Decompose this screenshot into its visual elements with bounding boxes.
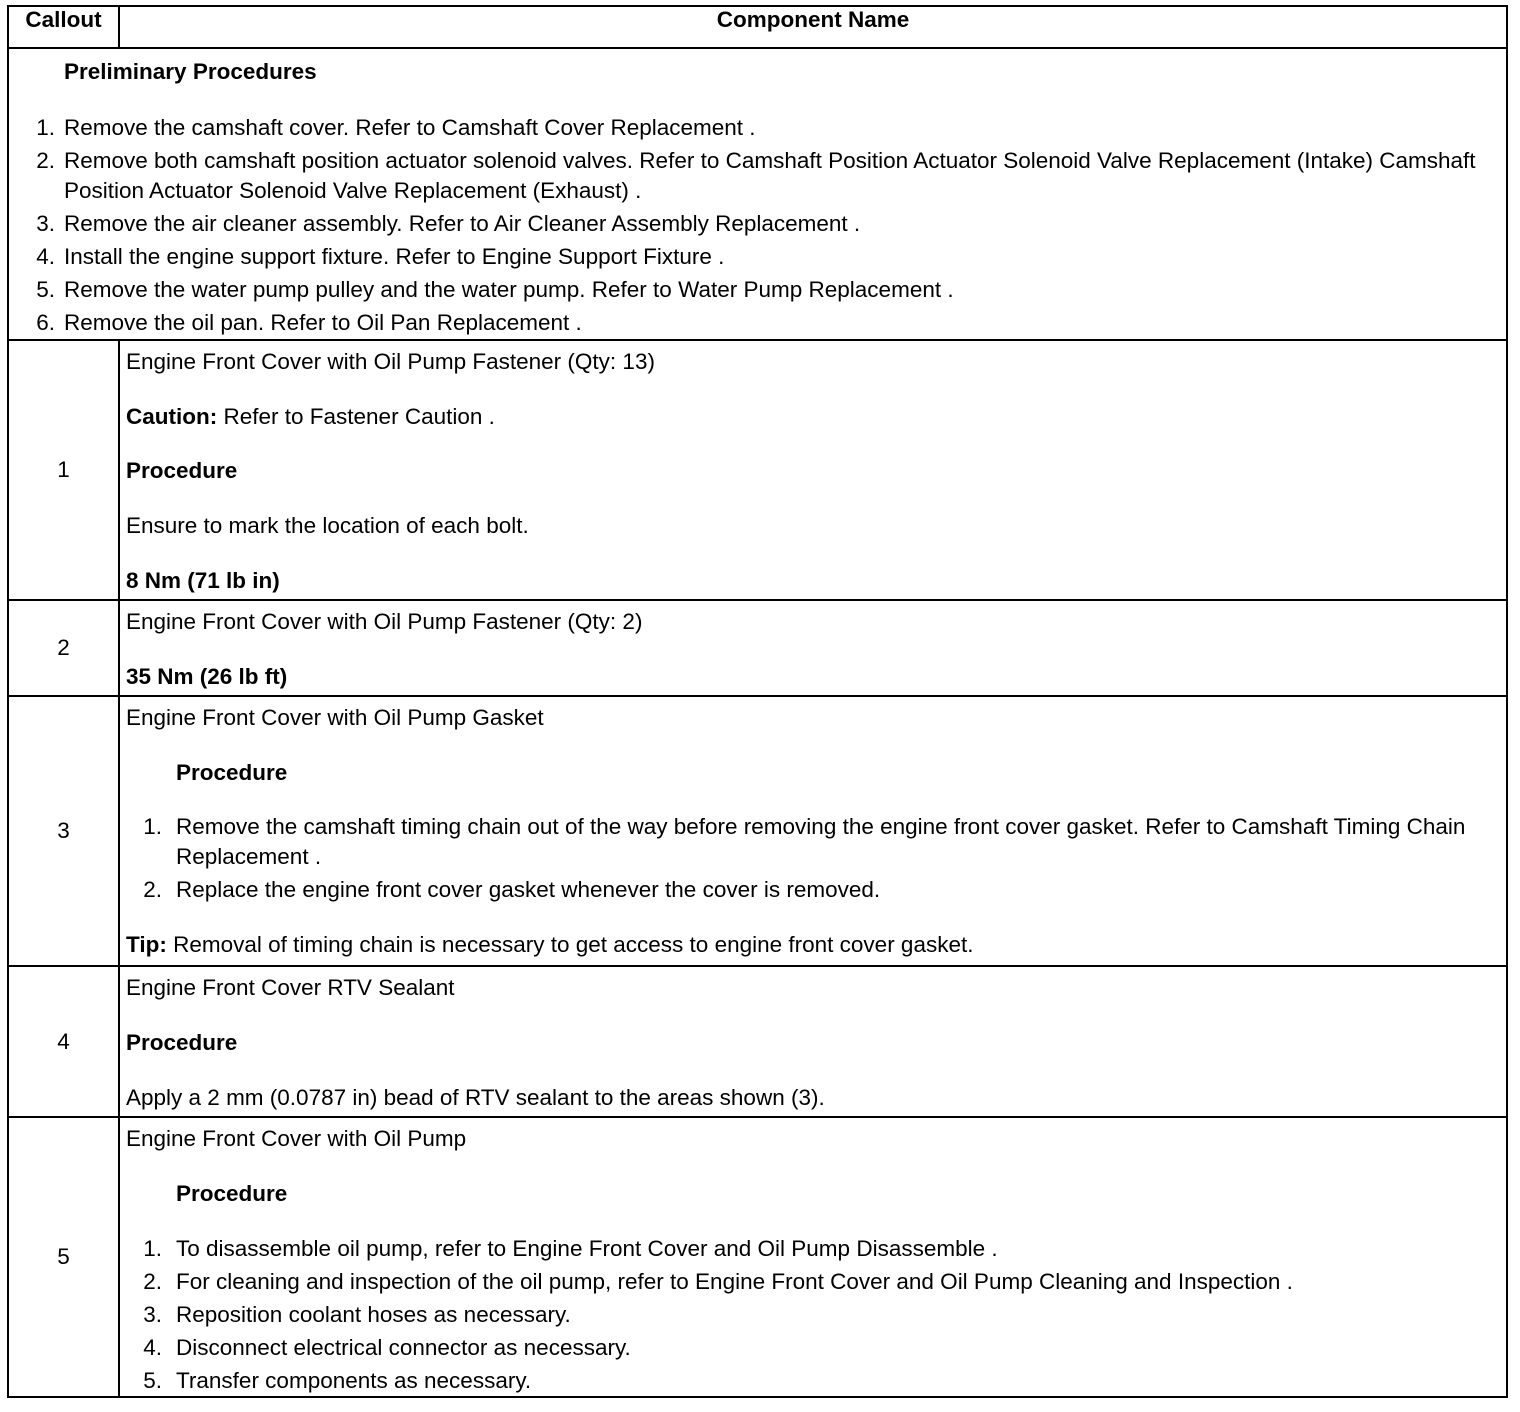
step-text: To disassemble oil pump, refer to Engine Front Cover and Oil Pump Disassemble . (176, 1236, 998, 1261)
step-number: 2. (36, 148, 55, 173)
step-text: Remove the camshaft cover. Refer to Camshaft Cover Replacement . (64, 115, 756, 140)
list-item (120, 1234, 1498, 1264)
step-text: Remove the oil pan. Refer to Oil Pan Replacement . (64, 310, 582, 335)
list-item (120, 1300, 1498, 1330)
component-name: Engine Front Cover with Oil Pump Gasket (126, 705, 544, 730)
step-number: 3. (143, 1302, 162, 1327)
tip-note (126, 932, 973, 958)
component-name: Engine Front Cover with Oil Pump (126, 1126, 467, 1151)
step-text: For cleaning and inspection of the oil pump, refer to Engine Front Cover and Oil Pump Cleaning and Inspection . (176, 1269, 1293, 1294)
step-number: 6. (36, 310, 55, 335)
table-row (8, 600, 1507, 696)
list-item (120, 812, 1498, 872)
step-text: Reposition coolant hoses as necessary. (176, 1302, 571, 1327)
list-item (120, 1267, 1498, 1297)
step-number: 1. (36, 115, 55, 140)
callout-number: 5 (8, 1117, 119, 1397)
procedure-label: Procedure (126, 458, 238, 483)
component-name: Engine Front Cover with Oil Pump Fastener (Qty: 2) (126, 609, 643, 634)
table-row (8, 340, 1507, 600)
caution-text: Refer to Fastener Caution . (217, 404, 495, 429)
component-cell (119, 1117, 1507, 1397)
procedure-text: Apply a 2 mm (0.0787 in) bead of RTV sealant to the areas shown (3). (126, 1085, 825, 1110)
list-item (120, 875, 1498, 905)
step-number: 5. (143, 1368, 162, 1393)
procedure-text: Ensure to mark the location of each bolt. (126, 513, 529, 538)
callout-number: 2 (8, 600, 119, 696)
procedure-steps (120, 812, 1498, 908)
list-item (9, 242, 1498, 272)
procedure-steps (120, 1234, 1498, 1399)
callout-number: 1 (8, 340, 119, 600)
preliminary-row (8, 48, 1507, 340)
procedure-label: Procedure (176, 1181, 288, 1206)
component-cell (119, 696, 1507, 966)
list-item (120, 1333, 1498, 1363)
callout-number: 4 (8, 966, 119, 1117)
header-callout: Callout (8, 6, 119, 48)
step-number: 1. (143, 1236, 162, 1261)
table-row (8, 966, 1507, 1117)
step-text: Transfer components as necessary. (176, 1368, 532, 1393)
step-number: 4. (36, 244, 55, 269)
header-component-name: Component Name (119, 6, 1507, 48)
component-table (7, 5, 1508, 1398)
step-text: Remove the water pump pulley and the water pump. Refer to Water Pump Replacement . (64, 277, 954, 302)
step-text: Install the engine support fixture. Refer to Engine Support Fixture . (64, 244, 725, 269)
torque-spec: 35 Nm (26 lb ft) (126, 664, 288, 689)
component-name: Engine Front Cover with Oil Pump Fastener (Qty: 13) (126, 349, 655, 374)
torque-spec: 8 Nm (71 lb in) (126, 568, 280, 593)
step-number: 5. (36, 277, 55, 302)
step-text: Remove the air cleaner assembly. Refer to Air Cleaner Assembly Replacement . (64, 211, 861, 236)
table-row (8, 1117, 1507, 1397)
tip-label: Tip: (126, 932, 167, 957)
step-number: 1. (143, 814, 162, 839)
step-text: Remove both camshaft position actuator solenoid valves. Refer to Camshaft Position Actuator Solenoid Valve Replacement (Intake) Camshaft Position Actuator Solenoid Valve Replacement (Exhaust) . (64, 148, 1476, 203)
list-item (120, 1366, 1498, 1396)
procedure-label: Procedure (176, 760, 288, 785)
list-item (9, 275, 1498, 305)
step-text: Remove the camshaft timing chain out of the way before removing the engine front cover gasket. Refer to Camshaft Timing Chain Replacement . (176, 814, 1466, 869)
preliminary-title: Preliminary Procedures (64, 59, 317, 84)
step-number: 4. (143, 1335, 162, 1360)
table-header-row (8, 6, 1507, 48)
component-name: Engine Front Cover RTV Sealant (126, 975, 455, 1000)
list-item (9, 209, 1498, 239)
caution-label: Caution: (126, 404, 218, 429)
list-item (9, 113, 1498, 143)
callout-number: 3 (8, 696, 119, 966)
step-number: 2. (143, 877, 162, 902)
procedure-label: Procedure (126, 1030, 238, 1055)
preliminary-steps (9, 113, 1498, 341)
list-item (9, 146, 1498, 206)
caution-note (126, 404, 495, 430)
list-item (9, 308, 1498, 338)
table-row (8, 696, 1507, 966)
component-cell (119, 966, 1507, 1117)
component-cell (119, 340, 1507, 600)
preliminary-cell (8, 48, 1507, 340)
tip-text: Removal of timing chain is necessary to get access to engine front cover gasket. (166, 932, 974, 957)
step-text: Disconnect electrical connector as necessary. (176, 1335, 631, 1360)
step-text: Replace the engine front cover gasket whenever the cover is removed. (176, 877, 881, 902)
component-cell (119, 600, 1507, 696)
step-number: 2. (143, 1269, 162, 1294)
step-number: 3. (36, 211, 55, 236)
